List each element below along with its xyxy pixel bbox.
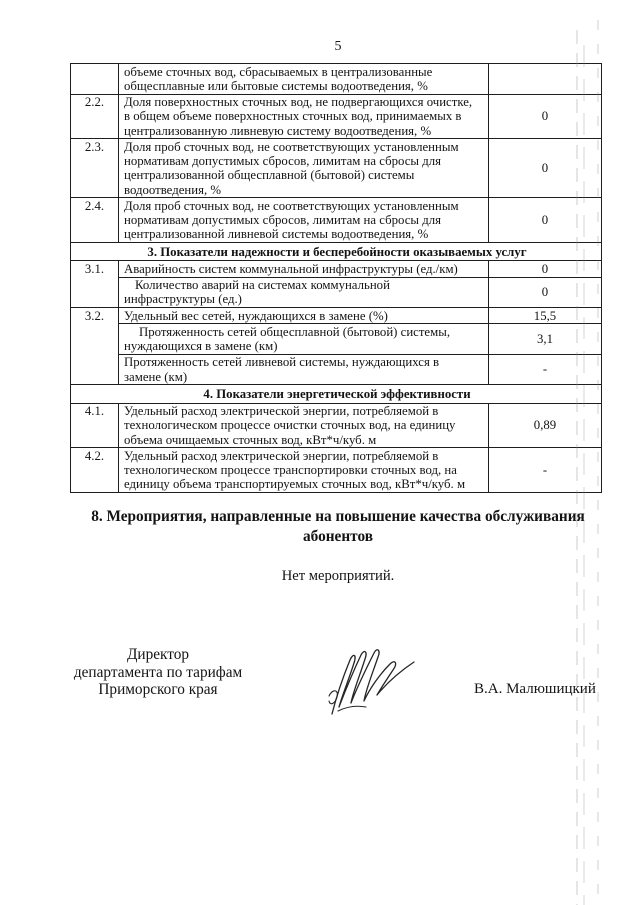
row-number: 2.3. — [71, 139, 119, 198]
indicator-value: 0 — [489, 277, 602, 308]
handwritten-signature — [326, 644, 416, 719]
indicator-text: Количество аварий на системах коммунальной инфраструктуры (ед.) — [119, 277, 489, 308]
signatory-name: В.А. Малюшицкий — [474, 681, 596, 697]
indicator-value: - — [489, 354, 602, 385]
signatory-position: Директор департамента по тарифам Приморского края — [73, 646, 243, 698]
table-row — [71, 324, 602, 355]
table-row — [71, 403, 602, 448]
table-row — [71, 139, 602, 198]
page-number: 5 — [334, 39, 342, 54]
row-number: 3.1. — [71, 261, 119, 308]
indicator-value: - — [489, 448, 602, 493]
table-row — [71, 448, 602, 493]
indicator-text: Доля проб сточных вод, не соответствующих установленным нормативам допустимых сбросов, лимитам на сбросы для централизованной общесплавной (бытовой) системы водоотведения, % — [119, 139, 489, 198]
signature-stroke — [329, 691, 366, 711]
indicator-text: Протяженность сетей общесплавной (бытовой) системы, нуждающихся в замене (км) — [119, 324, 489, 355]
indicator-text: Удельный расход электрической энергии, потребляемой в технологическом процессе транспортировки сточных вод, на единицу объема транспортируемых сточных вод, кВт*ч/куб. м — [119, 448, 489, 493]
row-number: 2.4. — [71, 198, 119, 243]
table-row — [71, 308, 602, 324]
indicator-value: 3,1 — [489, 324, 602, 355]
table-row — [71, 64, 602, 95]
indicator-value — [489, 64, 602, 95]
indicator-value: 15,5 — [489, 308, 602, 324]
indicator-text: Удельный вес сетей, нуждающихся в замене (%) — [119, 308, 489, 324]
row-number: 4.2. — [71, 448, 119, 493]
indicator-text: объеме сточных вод, сбрасываемых в централизованные общесплавные или бытовые системы водоотведения, % — [119, 64, 489, 95]
section-4-title: 4. Показатели энергетической эффективности — [71, 385, 602, 403]
section-8-heading: 8. Мероприятия, направленные на повышение качества обслуживания абонентов — [91, 508, 585, 545]
indicator-value: 0 — [489, 139, 602, 198]
indicator-text: Доля поверхностных сточных вод, не подвергающихся очистке, в общем объеме поверхностных сточных вод, принимаемых в централизованную ливневую систему водоотведения, % — [119, 94, 489, 139]
row-number: 2.2. — [71, 94, 119, 139]
indicator-text: Протяженность сетей ливневой системы, нуждающихся в замене (км) — [119, 354, 489, 385]
section-header-row — [71, 385, 602, 403]
indicator-value: 0 — [489, 198, 602, 243]
indicators-table — [70, 63, 602, 493]
table-row — [71, 94, 602, 139]
indicator-text: Удельный расход электрической энергии, потребляемой в технологическом процессе очистки сточных вод, на единицу объема очищаемых сточных вод, кВт*ч/куб. м — [119, 403, 489, 448]
table-row — [71, 277, 602, 308]
section-header-row — [71, 243, 602, 261]
table-row — [71, 261, 602, 277]
section-3-title: 3. Показатели надежности и бесперебойности оказываемых услуг — [71, 243, 602, 261]
row-number — [71, 64, 119, 95]
row-number: 4.1. — [71, 403, 119, 448]
indicator-value: 0,89 — [489, 403, 602, 448]
indicator-text: Аварийность систем коммунальной инфраструктуры (ед./км) — [119, 261, 489, 277]
table-row — [71, 354, 602, 385]
indicator-value: 0 — [489, 94, 602, 139]
indicator-value: 0 — [489, 261, 602, 277]
row-number: 3.2. — [71, 308, 119, 385]
signature-stroke — [332, 650, 414, 714]
section-8-text: Нет мероприятий. — [281, 568, 395, 584]
table-row — [71, 198, 602, 243]
indicator-text: Доля проб сточных вод, не соответствующих установленным нормативам допустимых сбросов, лимитам на сбросы для централизованной ливневой системы водоотведения, % — [119, 198, 489, 243]
